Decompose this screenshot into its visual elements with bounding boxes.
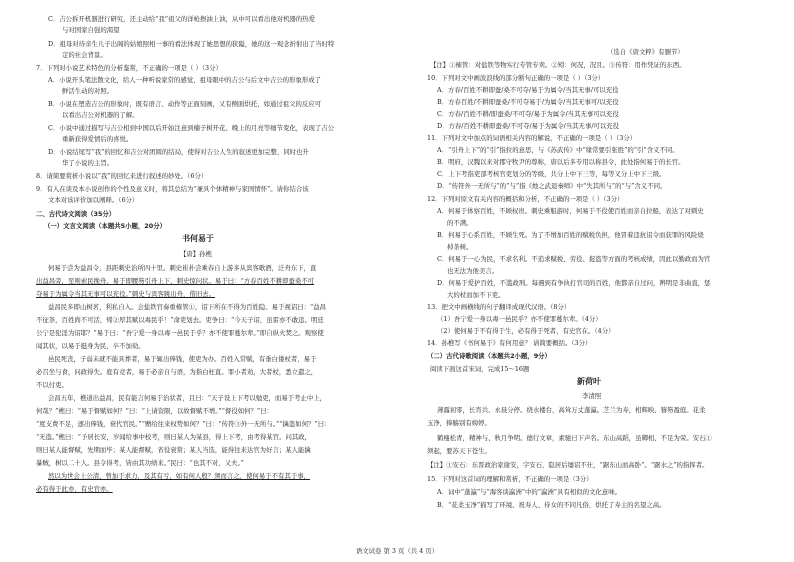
option-c: C．何易于一心为民，不求名利。不追求赋税、劳役、捉盗等方面的考核成绩，因此以勤政而为官 [437,255,711,263]
text-line: 重新获得爱情后的喜悦。 [62,135,133,143]
text-line: D．小说结尾写“我”的回忆和吉公对团圆的结局，使得对吉公人生的叙述更加完整，同时也升 [48,148,309,156]
section-heading: 二、古代诗文阅读（35分） [36,210,116,218]
passage-line: 何易于尝为益昌令，县距刺史治所四十里。刺史崔朴尝乘春自上游多从宾客歌酒，泛舟东下，直 [48,264,317,272]
option-a: A．方春/百姓不耕即蚕/桑不可夺/易于为属令/当其无事/可以充役 [437,86,619,94]
text-line: C．小说中通过描写与吉公相到中国以后开始注意到楠子树开花、晚上的月亮等细节变化，表现了吉公 [48,124,335,132]
text-line: 与对国家自强的渴望 [62,26,120,34]
text-line: 华了小说的主旨。 [62,159,114,167]
passage-line: 必有得于此亦，有史官亦。 [36,485,113,493]
poem-title: 新荷叶 [577,377,601,386]
text-line: 掉茶树。 [447,243,473,251]
text-line: 大的杖而加不下吏。 [447,291,505,299]
question-8: 8．请简要赏析小说以“我”的回忆来进行叙述的妙处。（6分） [36,172,208,180]
passage-line: 公宁是犯淫为诏耶？”易于曰：“吾宁爱一身以毒一邑民于乎？亦不使罪蔓尔辈。”即自纵火焚之。观察使 [36,329,324,337]
passage-line: 出益昌旁，至则索民挽舟。易于即腰笏引舟上下，刺史惊问状。易于曰：“方春百姓不耕即蚕桑不可 [36,277,315,285]
subsection-heading: （一）文言文阅读（本题共5小题，20分） [44,222,166,230]
text-line: D．祖母对待亲生儿子出阁的姑娘照相一事的看法体现了她思想的狭隘，她的这一观念折射出了当时特 [48,40,335,48]
option-c: C．上下考指吏部考核官吏划分的等级，共分上中下三等，每等又分上中下三级。 [437,170,666,178]
passage-line: 何哉？”樵曰：“易于督赋如何？”曰：“上请资限，以故督赋不增。”“督役如何？”曰： [36,407,273,415]
option-a: A．“引舟上下”的“引”指拉的意思，与《苏武传》中“缘常要引张胜”的“引”含义不同。 [437,146,679,154]
passage-line: 不以付吏。 [36,381,68,389]
option-b: B．明府，汉魏以来对郡守牧尹的尊称，唐以后多专用以称县令，此处指何易于的长官。 [437,158,685,166]
passage-line: 然以为世会上公清，曾加于求力，及其有亏，如有何人殷？须而言之，使何易于不有其于事， [48,472,311,480]
passage-line: 则曰某人能督赋，先期而毕；某人能督赋，省役衰赏；某人当选，能得往来达官为好言；某人能擒 [36,446,311,454]
option-b: B．何易于心系百姓，不顾生死。为了不增加百姓的赋税负担，他冒着违抗诏令而获罪的风险烧 [437,231,704,239]
page-footer: 语文试卷 第 3 页（共 4 页） [355,547,439,555]
text-line: 的不满。 [447,219,473,227]
text-line: B．小说在塑造吉公的形象时，既有语言、动作等正面刻画，又有侧面烘托，如通过祖父的反应可 [48,100,322,108]
text-line: 文本对该评价加以阐释。（6分） [48,196,139,204]
passage-line: 不征茶，百姓尚不可活，矧②厚其赋以毒民乎！”命吏划去。吏争曰：“今天子诏，虽雷亦不敢违。明廷 [36,316,324,324]
passage-line: 闻其状，以易于挺身为民，卒不加劾。 [36,342,145,350]
text-line: 鲜活生动的对照。 [62,87,114,95]
passage-line: 夺易于为属令当其无事可以充役。”刺史与宾客跳出舟，偕旧去。 [36,290,216,298]
poem-line: 玉净，捧觞别有娉婷。 [427,419,491,427]
essay-author: 【唐】孙樵 [180,250,212,258]
poem-line: 须起，要苏天下苍生。 [427,447,491,455]
option-d: D．何易于爱护百姓，不滥政刑。每遇到有争执打官司的百姓，他都亲自过问，辨明是非曲直，惩 [437,279,711,287]
essay-title: 书何易于 [182,234,214,243]
passage-line: 必召坐与食，问政得失。庭有竞者，易于必亲自与语，为指白枉直。罪小者劝，大者杖，悉立遣之， [36,368,318,376]
poem-line: 薄露初零，长宵共、永昼分停。绕水楼台，高耸万丈蓬瀛。芝兰为寿，相辉映、簪笏盈庭。花柔 [437,406,706,414]
translation-item-1: （1）吾宁爱一身以毒一邑民乎？亦不使罪蔓尔辈。（4分） [437,315,602,323]
poem-note: 【注】①安石：东晋政治家谢安，字安石，隐居后屡诏不仕，“踞东山而高卧”。“踞水之”的指挥者。 [427,461,709,469]
option-a: A．词中“蓬瀛”与“海客谈瀛洲”中的“瀛洲”具有相似的文化意味。 [437,488,621,496]
question-10: 10．下列对文中画波浪线的部分断句正确的一项是（ ）（3分） [427,74,605,82]
question-7: 7．下列对小说艺术特色的分析鉴赏，不正确的一项是（ ）（3分） [36,64,222,72]
option-b: B．方春百姓/不耕即蚕桑/不可夺易于/为属令/当其无事可/以充役 [437,98,619,106]
text-line: 也无法为他美言。 [447,267,499,275]
question-11: 11．下列对文中加点的词语相关内容的解说，不正确的一项是（ ）（3分） [427,134,637,142]
passage-line: 会昌五年，樵道出益昌，民有能言何易于治状者，且曰：“天子设上下考以勉吏，而易于考止中上， [48,394,327,402]
passage-line: 邑民死丧，子弱未就不能具葬者，易于辄出俸钱，使吏为办。百姓入常赋，有垂白偻杖者，易于 [48,355,317,363]
text-line: A．小说开头笔法散文化，给人一种听说家常的感觉，祖母眼中的吉公与后文中吉公的形象形成了 [48,76,322,84]
question-15: 15．下列对这首词的理解和赏析，不正确的一项是（3分） [427,475,593,483]
passage-line: “度支费不足，逐出俸钱，衰代官民。”“赠给往来权势如何？”曰：“传符③外一无所与。”“擒盗如何？”曰： [36,420,331,428]
text-line: 以看出吉公对机器的了解。 [62,111,139,119]
passage-line: “无盗。”樵曰：“予居长安，岁闻给事中校考，则曰某人为某县，得上下考，由考得某官。问其政， [36,433,312,441]
passage-line: 益昌民多即山树茗，利私自入。会盐铁官奏重榷管①，诏下所在不得为百姓隐。易于视诏曰：“益昌 [48,303,327,311]
option-d: D．方春/百姓不耕即蚕桑/不可夺/易于为属令/当其无事/可以充役 [437,122,620,130]
poem-intro: 阅读下面这首宋词，完成15～16题 [430,365,530,373]
option-d: D．“传符外一无所与”的“与”指《烛之武退秦师》中“失其所与”的“与”含义不同。 [437,182,667,190]
source-note: （选自《唐文粹》有删节） [607,48,684,56]
annotation-note: 【注】①榷管：对盐铁等物实行专管专卖。②矧：何况，况且。③传符：用作凭证的东西。 [430,61,686,69]
question-12: 12．下列对原文有关内容的概括和分析，不正确的一项是（ ）（3分） [427,195,624,203]
option-a: A．何易于体察百姓，不顾权贵。刺史乘船游时，何易于不役使百姓而亲自拉船，表达了对刺史 [437,207,704,215]
text-line: 定的社会背景。 [62,51,107,59]
question-9: 9．有人在谈及本小说创作的个性及意义时，将其总结为“兼具个体精神与家国情怀”。请你结合该 [36,185,309,193]
translation-item-2: （2）使何易于不有得于生，必有得于死者，有史官在。（4分） [437,327,615,335]
poem-line: 鹤瘦松青，精神与、秋月争明。德行文章，素驰日下声名。东山高蹈，虽卿相、不足为荣。安石① [437,434,712,442]
subsection-heading: （二）古代诗歌阅读（本题共2小题，9分） [427,352,551,360]
option-c: C．方春/百姓不耕/即蚕桑/不可夺/易于为属令/当其无事可以充役 [437,110,619,118]
poet-name: 李清照 [582,392,602,400]
question-14: 14．孙樵写《书何易于》有何用意？ 请简要概括。（3分） [427,339,592,347]
option-b: B．“花柔玉净”描写了环境、祝寿人、侍女的不同凡俗，烘托了寿主的名望之高。 [437,501,666,509]
text-line: C．吉公拆开机器进行研究，还主动给“我”祖父的洋枪擦油上油，从中可以看出他对机器的热爱 [48,15,316,23]
passage-line: 暴贼，树以二十人。县令得考，皆由其功绩来。”民曰：“也其不对，又夫。” [36,459,244,467]
question-13: 13．把文中画横线的句子翻译成现代汉语。（8分） [427,303,571,311]
